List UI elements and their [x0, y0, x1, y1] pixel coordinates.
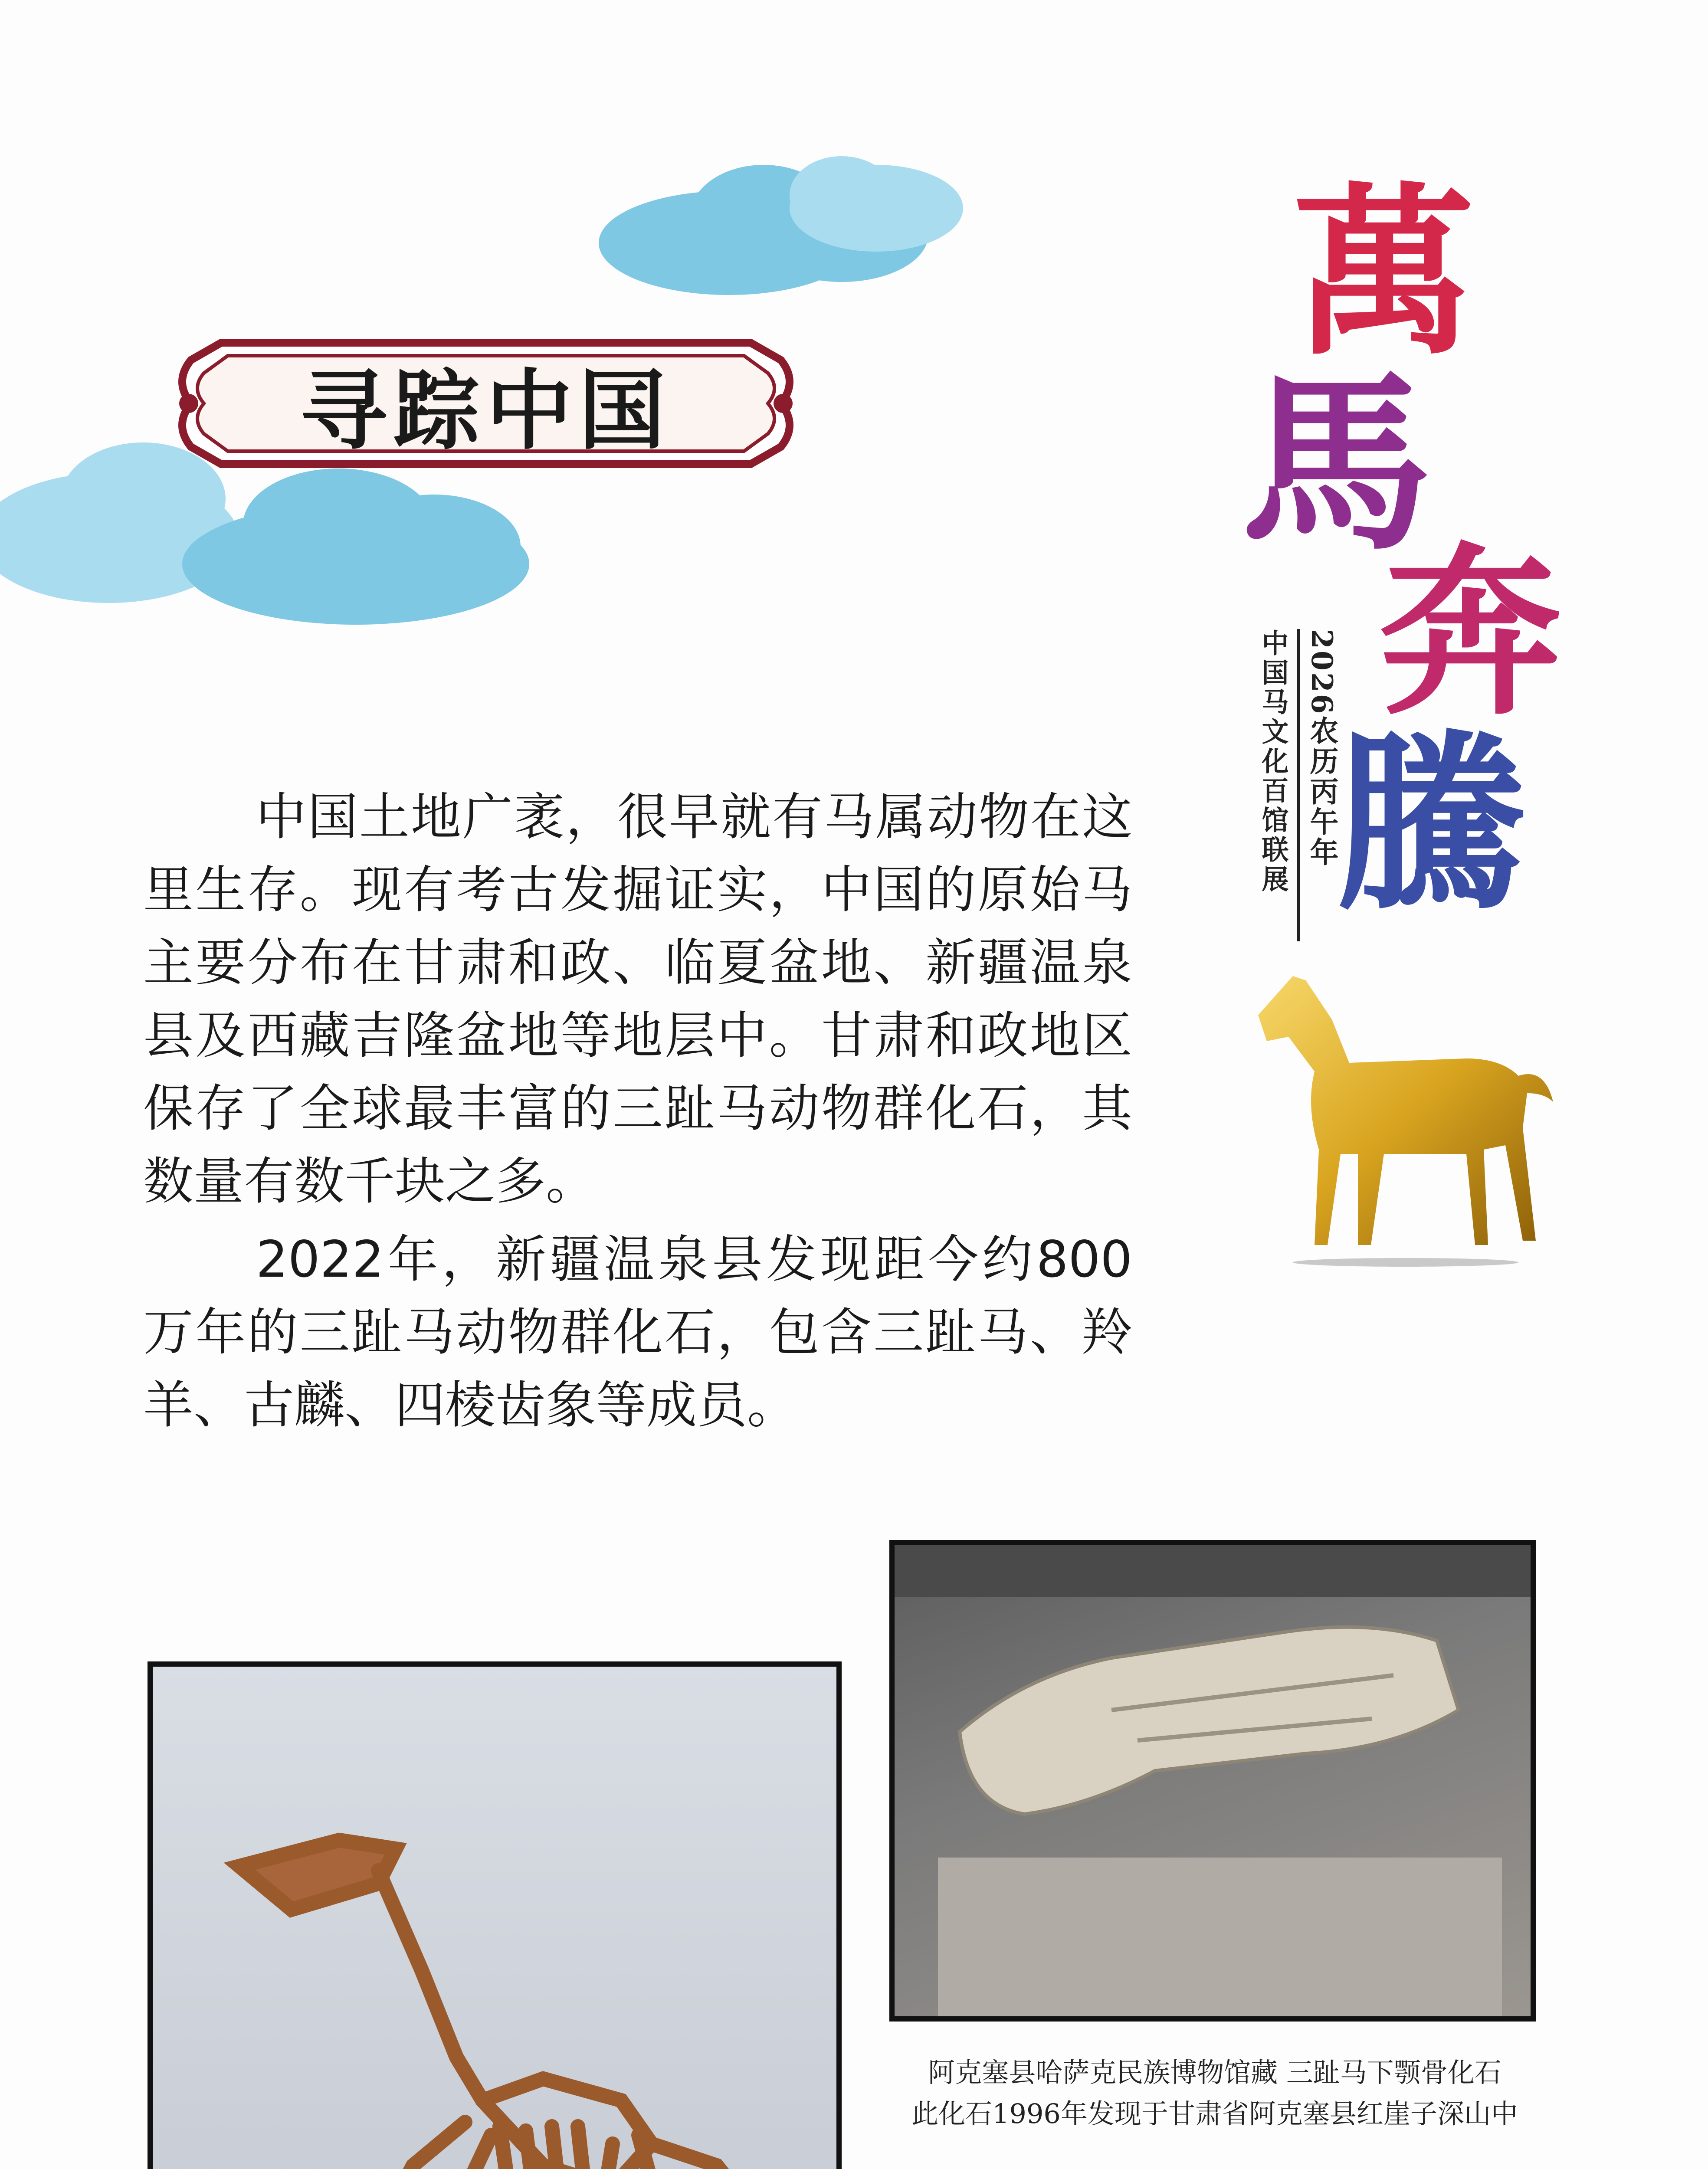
logo-divider — [1297, 629, 1300, 941]
logo-char-ben: 奔 — [1380, 526, 1562, 740]
golden-horse-icon — [1241, 963, 1570, 1267]
jaw-caption-line-2: 此化石1996年发现于甘肃省阿克塞县红崖子深山中 — [911, 2098, 1518, 2130]
banner-title: 寻踪中国 — [300, 360, 672, 462]
logo-char-teng: 騰 — [1336, 712, 1527, 936]
cloud-top-right — [599, 156, 980, 304]
jaw-caption-line-1: 阿克塞县哈萨克民族博物馆藏 三趾马下颚骨化石 — [928, 2057, 1501, 2088]
logo-year-text: 2026农历丙午年 — [1305, 629, 1339, 868]
logo-char-ma: 馬 — [1241, 352, 1432, 576]
jaw-fossil-icon — [895, 1545, 1531, 2016]
intro-paragraph-2: 2022年，新疆温泉县发现距今约800万年的三趾马动物群化石，包含三趾马、羚羊、古麟、四棱齿象等成员。 — [143, 1230, 1132, 1435]
hipparion-skeleton-icon — [153, 1667, 836, 2169]
title-banner — [156, 334, 816, 473]
logo-exhibit-text: 中国马文化百馆联展 — [1257, 629, 1289, 894]
jaw-fossil-photo — [889, 1540, 1536, 2022]
jaw-fossil-caption — [876, 2052, 1553, 2134]
intro-paragraph-1: 中国土地广袤，很早就有马属动物在这里生存。现有考古发掘证实，中国的原始马主要分布在甘肃和政、临夏盆地、新疆温泉县及西藏吉隆盆地等地层中。甘肃和政地区保存了全球最丰富的三趾马动物群化石，其数量有数千块之多。 — [143, 788, 1132, 1211]
logo-char-wan: 萬 — [1293, 166, 1475, 380]
skeleton-photo — [148, 1661, 842, 2169]
